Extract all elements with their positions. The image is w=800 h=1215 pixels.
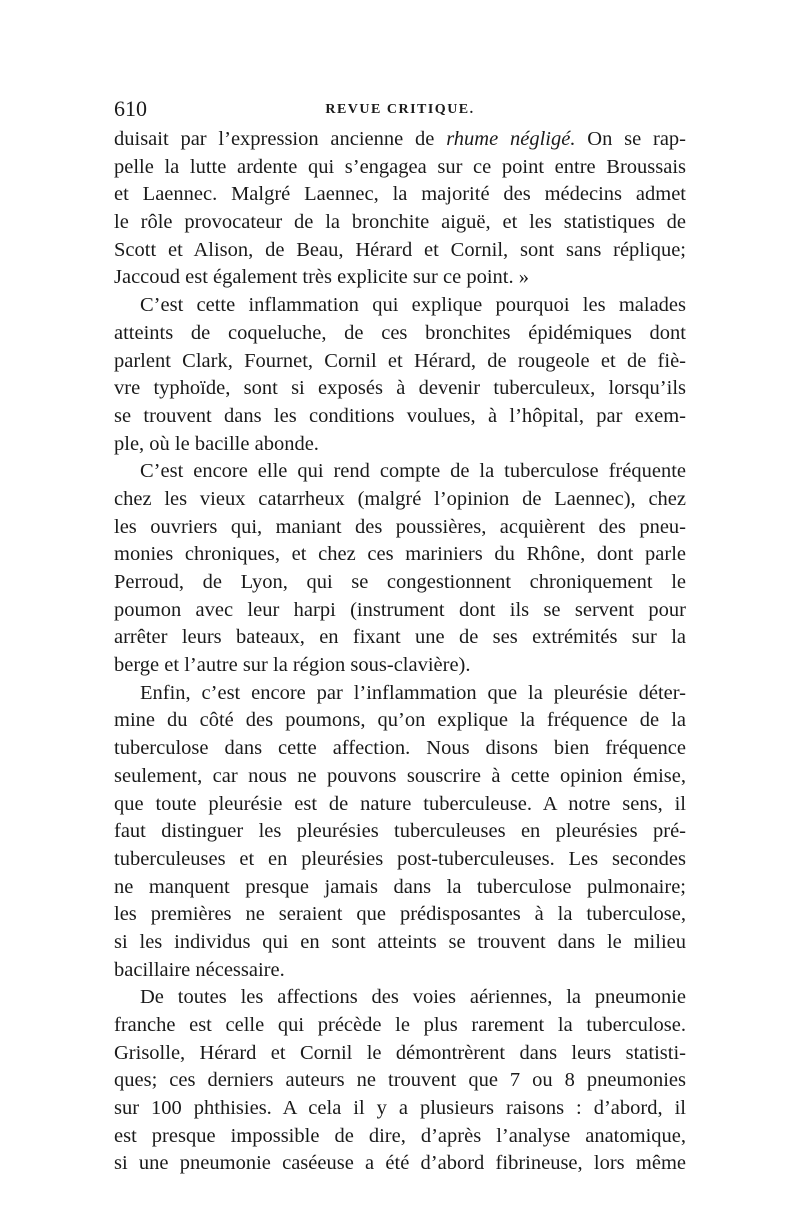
- text-line: sur 100 phthisies. A cela il y a plusieurs raisons : d’abord, il: [114, 1097, 686, 1120]
- paragraph-first-line: De toutes les affections des voies aériennes, la pneumonie: [140, 986, 686, 1009]
- running-head: [114, 96, 686, 126]
- text-segment: duisait par l’expression ancienne de: [114, 128, 447, 150]
- text-line: que toute pleurésie est de nature tuberculeuse. A notre sens, il: [114, 792, 686, 815]
- text-line: vre typhoïde, sont si exposés à devenir tuberculeux, lorsqu’ils: [114, 377, 686, 400]
- text-line: si une pneumonie caséeuse a été d’abord fibrineuse, lors même: [114, 1152, 686, 1175]
- text-line: si les individus qui en sont atteints se trouvent dans le milieu: [114, 930, 686, 953]
- text-line: et Laennec. Malgré Laennec, la majorité des médecins admet: [114, 183, 686, 206]
- text-line: Jaccoud est également très explicite sur ce point. »: [114, 266, 529, 289]
- text-segment: On se rap-: [575, 128, 686, 150]
- paragraph-first-line: C’est encore elle qui rend compte de la tuberculose fréquente: [140, 460, 686, 483]
- text-line: atteints de coqueluche, de ces bronchites épidémiques dont: [114, 321, 686, 344]
- document-page: [114, 96, 686, 1178]
- text-line: bacillaire nécessaire.: [114, 958, 285, 981]
- paragraph-first-line: Enfin, c’est encore par l’inflammation que la pleurésie déter-: [140, 681, 686, 704]
- text-line: le rôle provocateur de la bronchite aiguë, et les statistiques de: [114, 211, 686, 234]
- text-line: parlent Clark, Fournet, Cornil et Hérard, de rougeole et de fiè-: [114, 349, 686, 372]
- text-line: ple, où le bacille abonde.: [114, 432, 319, 455]
- text-line: monies chroniques, et chez ces mariniers du Rhône, dont parle: [114, 543, 686, 566]
- text-line: Grisolle, Hérard et Cornil le démontrèrent dans leurs statisti-: [114, 1041, 686, 1064]
- body-text: [114, 126, 686, 1178]
- text-line: les ouvriers qui, maniant des poussières, acquièrent des pneu-: [114, 515, 686, 538]
- text-line: se trouvent dans les conditions voulues, à l’hôpital, par exem-: [114, 404, 686, 427]
- text-line: ne manquent presque jamais dans la tuberculose pulmonaire;: [114, 875, 686, 898]
- text-line: est presque impossible de dire, d’après l’analyse anatomique,: [114, 1124, 686, 1147]
- page-number: 610: [114, 96, 147, 121]
- text-line: [114, 126, 686, 154]
- text-line: franche est celle qui précède le plus rarement la tuberculose.: [114, 1014, 686, 1036]
- text-line: mine du côté des poumons, qu’on explique la fréquence de la: [114, 709, 686, 732]
- text-line: ques; ces derniers auteurs ne trouvent que 7 ou 8 pneumonies: [114, 1069, 686, 1092]
- text-line: seulement, car nous ne pouvons souscrire à cette opinion émise,: [114, 764, 686, 787]
- text-line: poumon avec leur harpi (instrument dont ils se servent pour: [114, 598, 686, 621]
- text-line: les premières ne seraient que prédisposantes à la tuberculose,: [114, 903, 686, 926]
- running-title: REVUE CRITIQUE.: [325, 102, 475, 117]
- italic-phrase: rhume négligé.: [446, 128, 576, 150]
- text-line: Scott et Alison, de Beau, Hérard et Cornil, sont sans réplique;: [114, 238, 686, 261]
- text-line: pelle la lutte ardente qui s’engagea sur ce point entre Broussais: [114, 155, 686, 178]
- text-line: chez les vieux catarrheux (malgré l’opinion de Laennec), chez: [114, 487, 686, 510]
- paragraph-first-line: C’est cette inflammation qui explique pourquoi les malades: [140, 294, 686, 317]
- text-line: tuberculeuses et en pleurésies post-tuberculeuses. Les secondes: [114, 847, 686, 870]
- text-line: arrêter leurs bateaux, en fixant une de ses extrémités sur la: [114, 626, 686, 649]
- text-line: Perroud, de Lyon, qui se congestionnent chroniquement le: [114, 571, 686, 593]
- text-line: berge et l’autre sur la région sous-clavière).: [114, 654, 471, 677]
- text-line: tuberculose dans cette affection. Nous disons bien fréquence: [114, 737, 686, 760]
- text-line: faut distinguer les pleurésies tuberculeuses en pleurésies pré-: [114, 820, 686, 843]
